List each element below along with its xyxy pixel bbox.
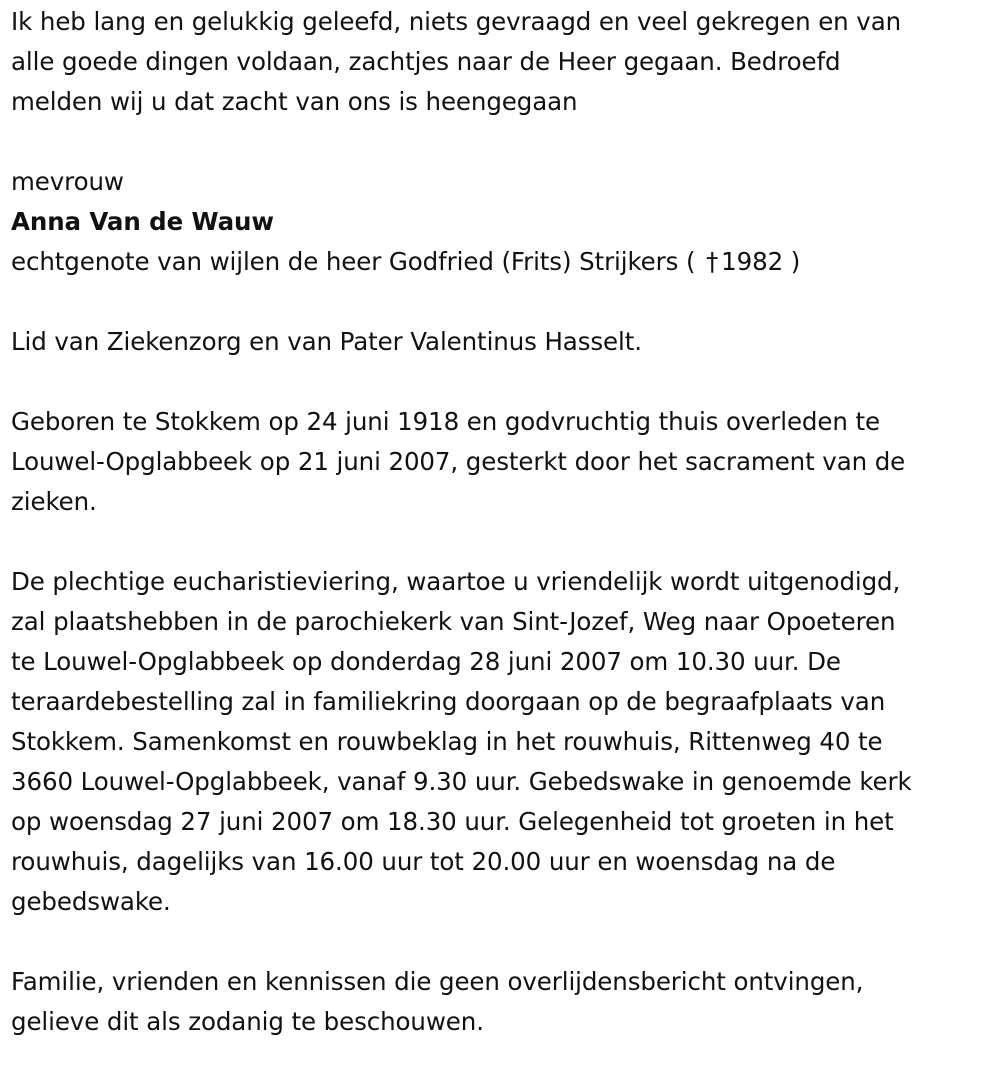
membership-line: Lid van Ziekenzorg en van Pater Valentinus Hasselt.	[11, 327, 642, 356]
closing-line: gelieve dit als zodanig te beschouwen.	[11, 1007, 484, 1036]
service-line: gebedswake.	[11, 887, 171, 916]
service-paragraph	[11, 562, 988, 922]
intro-line: melden wij u dat zacht van ons is heengegaan	[11, 87, 578, 116]
membership-paragraph	[11, 322, 988, 362]
paragraph-gap	[11, 522, 988, 562]
deceased-block	[11, 162, 988, 282]
paragraph-gap	[11, 282, 988, 322]
intro-paragraph	[11, 2, 988, 122]
spouse-text: echtgenote van wijlen de heer Godfried (Frits) Strijkers (	[11, 247, 696, 276]
intro-line: alle goede dingen voldaan, zachtjes naar de Heer gegaan. Bedroefd	[11, 47, 841, 76]
birth-death-paragraph	[11, 402, 988, 522]
service-line: 3660 Louwel-Opglabbeek, vanaf 9.30 uur. Gebedswake in genoemde kerk	[11, 767, 912, 796]
birth-death-line: Louwel-Opglabbeek op 21 juni 2007, gesterkt door het sacrament van de	[11, 447, 906, 476]
spouse-close: )	[790, 247, 801, 276]
service-line: teraardebestelling zal in familiekring doorgaan op de begraafplaats van	[11, 687, 886, 716]
service-line: op woensdag 27 juni 2007 om 18.30 uur. Gelegenheid tot groeten in het	[11, 807, 894, 836]
service-line: Stokkem. Samenkomst en rouwbeklag in het rouwhuis, Rittenweg 40 te	[11, 727, 883, 756]
honorific: mevrouw	[11, 167, 124, 196]
paragraph-gap	[11, 362, 988, 402]
deceased-name: Anna Van de Wauw	[11, 207, 274, 236]
paragraph-gap	[11, 922, 988, 962]
birth-death-line: zieken.	[11, 487, 97, 516]
closing-line: Familie, vrienden en kennissen die geen overlijdensbericht ontvingen,	[11, 967, 864, 996]
closing-paragraph	[11, 962, 988, 1042]
birth-death-line: Geboren te Stokkem op 24 juni 1918 en godvruchtig thuis overleden te	[11, 407, 880, 436]
intro-line: Ik heb lang en gelukkig geleefd, niets gevraagd en veel gekregen en van	[11, 7, 902, 36]
spouse-line	[11, 242, 988, 282]
service-line: te Louwel-Opglabbeek op donderdag 28 juni 2007 om 10.30 uur. De	[11, 647, 841, 676]
paragraph-gap	[11, 122, 988, 162]
service-line: zal plaatshebben in de parochiekerk van Sint-Jozef, Weg naar Opoeteren	[11, 607, 896, 636]
spouse-death-year: 1982	[721, 247, 784, 276]
service-line: De plechtige eucharistieviering, waartoe u vriendelijk wordt uitgenodigd,	[11, 567, 901, 596]
cross-icon: †	[706, 247, 719, 276]
service-line: rouwhuis, dagelijks van 16.00 uur tot 20.00 uur en woensdag na de	[11, 847, 836, 876]
